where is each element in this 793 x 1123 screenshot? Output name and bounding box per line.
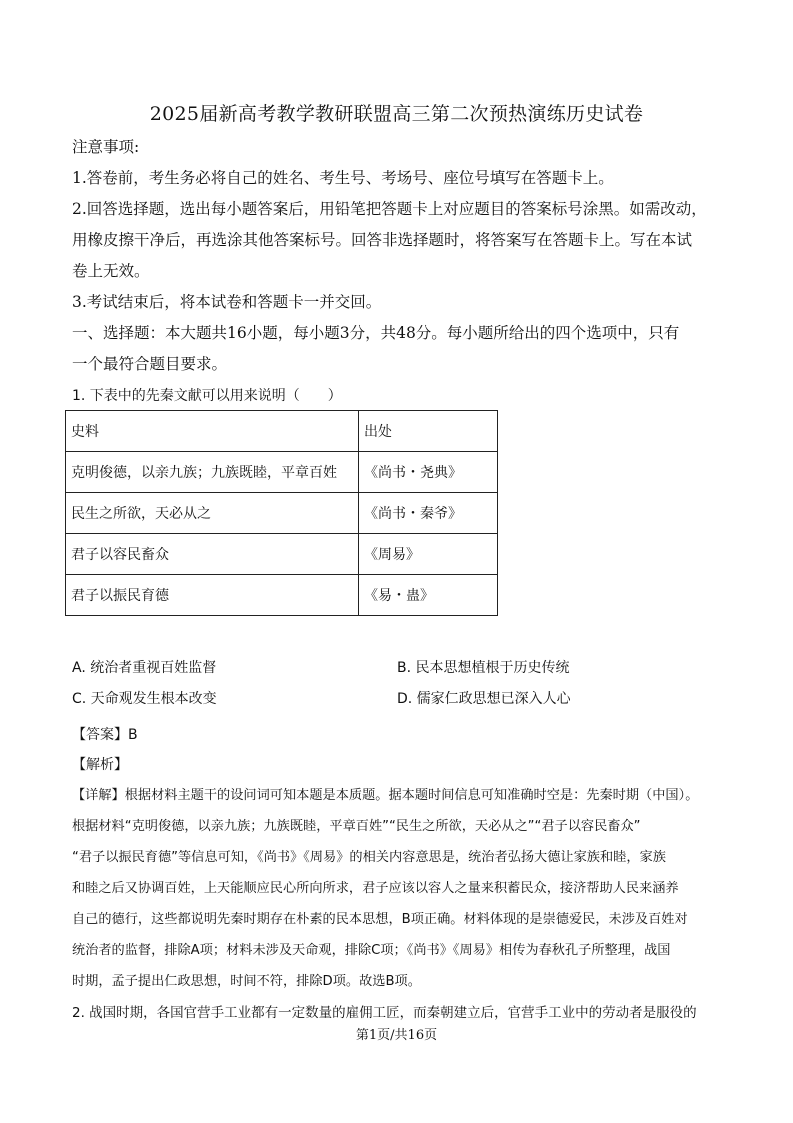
- notes-item-3: 3.考试结束后，将本试卷和答题卡一并交回。: [72, 293, 382, 311]
- detail-line: 和睦之后又协调百姓，上天能顺应民心所向所求，君子应该以容人之量来积蓄民众，接济帮助人民来涵养: [72, 881, 679, 896]
- option-c: C. 天命观发生根本改变: [72, 691, 217, 707]
- table-cell: 民生之所欲，天必从之: [66, 493, 359, 534]
- table-row: [66, 575, 498, 616]
- detail-line: 统治者的监督，排除A项；材料未涉及天命观，排除C项；《尚书》《周易》相传为春秋孔子所整理，战国: [72, 943, 671, 958]
- question-2-stem: 2. 战国时期，各国官营手工业都有一定数量的雇佣工匠，而秦朝建立后，官营手工业中的劳动者是服役的: [72, 1005, 697, 1021]
- section-instruction-line-1: 一、选择题：本大题共16小题，每小题3分，共48分。每小题所给出的四个选项中，只有: [72, 324, 680, 342]
- table-cell: 《周易》: [359, 534, 498, 575]
- table-header-row: [66, 411, 498, 452]
- table-row: [66, 534, 498, 575]
- notes-item-2-line-3: 卷上无效。: [72, 262, 150, 280]
- detail-line: 时期，孟子提出仁政思想，时间不符，排除D项。故选B项。: [72, 974, 421, 989]
- table-cell: 《易・蛊》: [359, 575, 498, 616]
- table-header-cell: 出处: [359, 411, 498, 452]
- source-table: [65, 410, 498, 616]
- notes-item-1: 1.答卷前，考生务必将自己的姓名、考生号、考场号、座位号填写在答题卡上。: [72, 169, 614, 187]
- table-cell: 《尚书・尧典》: [359, 452, 498, 493]
- page-footer: 第1页/共16页: [355, 1028, 438, 1043]
- detail-line: 【详解】根据材料主题干的设问词可知本题是本质题。据本题时间信息可知准确时空是：先秦时期（中国）。: [72, 788, 699, 803]
- section-instruction-line-2: 一个最符合题目要求。: [72, 355, 228, 373]
- analysis-label: 【解析】: [72, 757, 128, 773]
- table-row: [66, 452, 498, 493]
- detail-line: 自己的德行，这些都说明先秦时期存在朴素的民本思想，B项正确。材料体现的是崇德爱民，未涉及百姓对: [72, 912, 688, 927]
- page-title: 2025届新高考教学教研联盟高三第二次预热演练历史试卷: [149, 103, 644, 125]
- question-1-stem: 1. 下表中的先秦文献可以用来说明（ ）: [72, 388, 342, 404]
- detail-line: “君子以振民育德”等信息可知，《尚书》《周易》的相关内容意思是，统治者弘扬大德让家族和睦，家族: [72, 850, 666, 865]
- table-cell: 《尚书・秦爷》: [359, 493, 498, 534]
- detail-paragraph: [72, 780, 740, 997]
- table-cell: 克明俊德，以亲九族；九族既睦，平章百姓: [66, 452, 359, 493]
- option-b: B. 民本思想植根于历史传统: [397, 660, 570, 676]
- option-a: A. 统治者重视百姓监督: [72, 660, 217, 676]
- table-cell: 君子以振民育德: [66, 575, 359, 616]
- notes-heading: 注意事项:: [72, 138, 140, 156]
- answer-block: [72, 720, 138, 780]
- answer-label: 【答案】B: [72, 727, 138, 743]
- detail-line: 根据材料“克明俊德，以亲九族；九族既睦，平章百姓”“民生之所欲，天必从之”“君子以容民畜众”: [72, 819, 641, 834]
- table-header-cell: 史料: [66, 411, 359, 452]
- table-row: [66, 493, 498, 534]
- option-d: D. 儒家仁政思想已深入人心: [397, 691, 571, 707]
- notes-item-2-line-2: 用橡皮擦干净后，再选涂其他答案标号。回答非选择题时，将答案写在答题卡上。写在本试: [72, 231, 693, 249]
- table-cell: 君子以容民畜众: [66, 534, 359, 575]
- notes-item-2-line-1: 2.回答选择题，选出每小题答案后，用铅笔把答题卡上对应题目的答案标号涂黑。如需改动，: [72, 200, 707, 218]
- notes-section: [72, 132, 732, 380]
